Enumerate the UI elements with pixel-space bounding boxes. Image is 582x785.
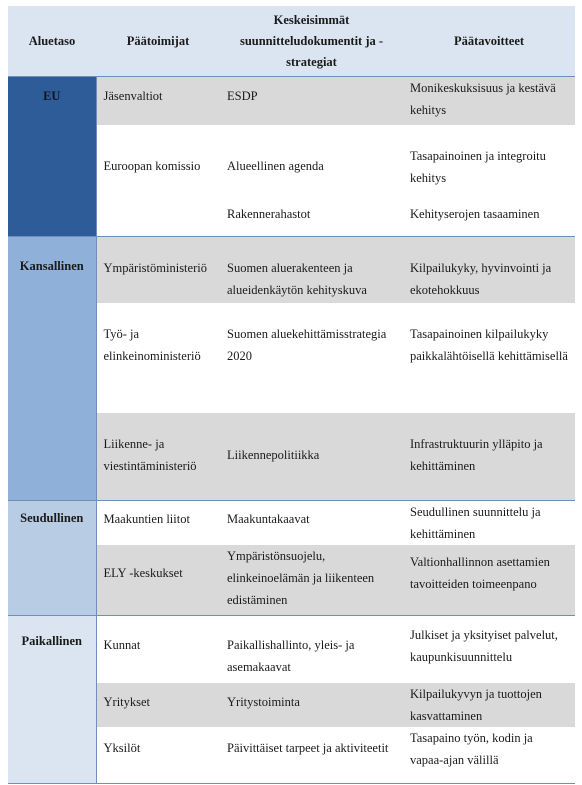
cell-actor: Kunnat bbox=[96, 615, 220, 683]
cell-document: Paikallishallinto, yleis- ja asemakaavat bbox=[220, 615, 403, 683]
cell-goal: Tasapaino työn, kodin ja vapaa-ajan välillä bbox=[403, 727, 575, 783]
cell-actor: Yksilöt bbox=[96, 727, 220, 783]
cell-document: ESDP bbox=[220, 77, 403, 125]
region-eu: EU bbox=[8, 77, 96, 237]
cell-actor: Yritykset bbox=[96, 683, 220, 727]
region-seudullinen: Seudullinen bbox=[8, 501, 96, 616]
cell-actor: Jäsenvaltiot bbox=[96, 77, 220, 125]
cell-document: Ympäristönsuojelu, elinkeinoelämän ja liikenteen edistäminen bbox=[220, 545, 403, 615]
cell-goal: Kehityserojen tasaaminen bbox=[403, 201, 575, 237]
region-paikallinen: Paikallinen bbox=[8, 615, 96, 783]
cell-actor bbox=[96, 201, 220, 237]
table-row bbox=[8, 615, 575, 683]
cell-actor: Ympäristöministeriö bbox=[96, 237, 220, 303]
cell-actor: ELY -keskukset bbox=[96, 545, 220, 615]
cell-document: Alueellinen agenda bbox=[220, 125, 403, 201]
table-row bbox=[8, 77, 575, 125]
region-kansallinen: Kansallinen bbox=[8, 237, 96, 501]
header-paatoimijat: Päätoimijat bbox=[96, 6, 220, 77]
cell-document: Suomen aluekehittämisstrategia 2020 bbox=[220, 303, 403, 413]
cell-document: Suomen aluerakenteen ja alueidenkäytön kehityskuva bbox=[220, 237, 403, 303]
table-row bbox=[8, 501, 575, 546]
cell-actor: Liikenne- ja viestintäministeriö bbox=[96, 413, 220, 501]
table-row bbox=[8, 237, 575, 303]
table-header-row bbox=[8, 6, 575, 77]
cell-actor: Maakuntien liitot bbox=[96, 501, 220, 546]
cell-document: Päivittäiset tarpeet ja aktiviteetit bbox=[220, 727, 403, 783]
header-aluetaso: Aluetaso bbox=[8, 6, 96, 77]
cell-goal: Julkiset ja yksityiset palvelut, kaupunkisuunnittelu bbox=[403, 615, 575, 683]
regional-planning-table bbox=[8, 6, 575, 784]
cell-goal: Kilpailukyvyn ja tuottojen kasvattaminen bbox=[403, 683, 575, 727]
header-dokumentit: Keskeisimmät suunnitteludokumentit ja -strategiat bbox=[220, 6, 403, 77]
cell-document: Yritystoiminta bbox=[220, 683, 403, 727]
cell-document: Rakennerahastot bbox=[220, 201, 403, 237]
cell-goal: Seudullinen suunnittelu ja kehittäminen bbox=[403, 501, 575, 546]
cell-actor: Euroopan komissio bbox=[96, 125, 220, 201]
cell-goal: Tasapainoinen kilpailukyky paikkalähtöisellä kehittämisellä bbox=[403, 303, 575, 413]
cell-goal: Monikeskuksisuus ja kestävä kehitys bbox=[403, 77, 575, 125]
cell-goal: Kilpailukyky, hyvinvointi ja ekotehokkuus bbox=[403, 237, 575, 303]
cell-actor: Työ- ja elinkeinoministeriö bbox=[96, 303, 220, 413]
cell-document: Liikennepolitiikka bbox=[220, 413, 403, 501]
cell-document: Maakuntakaavat bbox=[220, 501, 403, 546]
header-paatavoitteet: Päätavoitteet bbox=[403, 6, 575, 77]
cell-goal: Infrastruktuurin ylläpito ja kehittäminen bbox=[403, 413, 575, 501]
cell-goal: Tasapainoinen ja integroitu kehitys bbox=[403, 125, 575, 201]
cell-goal: Valtionhallinnon asettamien tavoitteiden toimeenpano bbox=[403, 545, 575, 615]
